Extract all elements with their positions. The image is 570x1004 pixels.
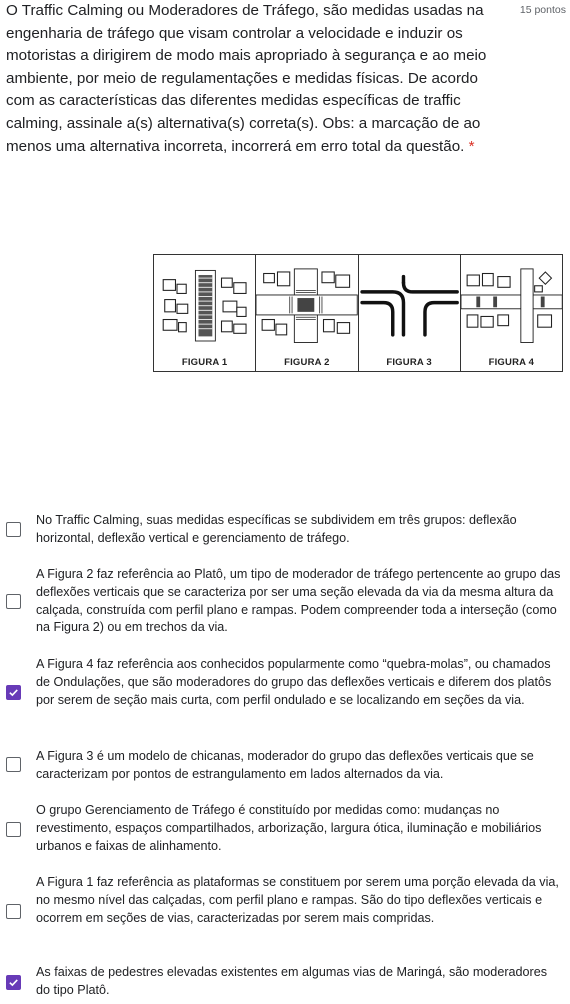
option-6-checkbox[interactable] — [6, 904, 21, 919]
figure-strip — [153, 254, 563, 372]
figure-2 — [256, 255, 358, 371]
figure-1-caption: FIGURA 1 — [181, 357, 228, 368]
street-map-speed-humps-icon — [461, 255, 562, 371]
option-5-checkbox[interactable] — [6, 822, 21, 837]
option-3-checkbox[interactable] — [6, 685, 21, 700]
figure-1 — [154, 255, 256, 371]
option-4-text: A Figura 3 é um modelo de chicanas, moderador do grupo das deflexões verticais que se caracterizam por pontos de estrangulamento em lados alternados da via. — [36, 749, 534, 781]
road-curves-icon — [359, 255, 460, 371]
intersection-plateau-icon — [256, 255, 357, 371]
option-6-text: A Figura 1 faz referência as plataformas se constituem por serem uma porção elevada da via, no mesmo nível das calçadas, com perfil plano e rampas. São do tipo deflexões verticais e ocorrem em seções de vias, caracterizadas por serem mais compridas. — [36, 875, 559, 925]
option-1-text: No Traffic Calming, suas medidas específicas se subdividem em três grupos: deflexão horizontal, deflexão vertical e gerenciamento de tráfego. — [36, 513, 517, 545]
option-2-checkbox[interactable] — [6, 594, 21, 609]
question-title — [6, 0, 506, 158]
option-7-text: As faixas de pedestres elevadas existentes em algumas vias de Maringá, são moderadores do tipo Platô. — [36, 965, 548, 997]
figure-2-caption: FIGURA 2 — [284, 357, 330, 368]
question-text: O Traffic Calming ou Moderadores de Tráfego, são medidas usadas na engenharia de tráfego que visam controlar a velocidade e induzir os motoristas a dirigirem de modo mais apropriado à segurança e ao meio ambiente, por meio de regulamentações e medidas físicas. De acordo com as características das diferentes medidas específicas de traffic calming, assinale a(s) alternativa(s) correta(s). Obs: a marcação de ao menos uma alternativa incorreta, incorrerá em erro total da questão. — [6, 2, 487, 155]
checkmark-icon — [7, 686, 20, 699]
option-7-checkbox[interactable] — [6, 975, 21, 990]
option-4-checkbox[interactable] — [6, 757, 21, 772]
points-label: 15 pontos — [519, 4, 566, 16]
checkmark-icon — [7, 976, 20, 989]
figure-4-caption: FIGURA 4 — [488, 357, 535, 368]
option-3-text: A Figura 4 faz referência aos conhecidos popularmente como “quebra-molas”, ou chamados de Ondulações, que são moderadores do grupo das deflexões verticais e diferem dos platôs por serem de seção mais curta, com perfil ondulado e se localizando em seções da via. — [36, 657, 552, 707]
required-asterisk: * — [468, 137, 475, 155]
figure-3-caption: FIGURA 3 — [386, 357, 432, 368]
figure-3 — [359, 255, 461, 371]
option-2-text: A Figura 2 faz referência ao Platô, um tipo de moderador de tráfego pertencente ao grupo das deflexões verticais que se caracteriza por ser uma seção elevada da via da mesma altura da calçada, construída com perfil plano e rampas. Podem compreender toda a interseção (como na Figura 2) ou em trechos da via. — [36, 567, 561, 635]
street-map-crosswalk-icon — [154, 255, 255, 371]
option-1-checkbox[interactable] — [6, 522, 21, 537]
option-5-text: O grupo Gerenciamento de Tráfego é constituído por medidas como: mudanças no revestimento, espaços compartilhados, arborização, largura ótica, iluminação e mobiliários urbanos e faixas de alinhamento. — [36, 803, 542, 853]
figure-4 — [461, 255, 562, 371]
